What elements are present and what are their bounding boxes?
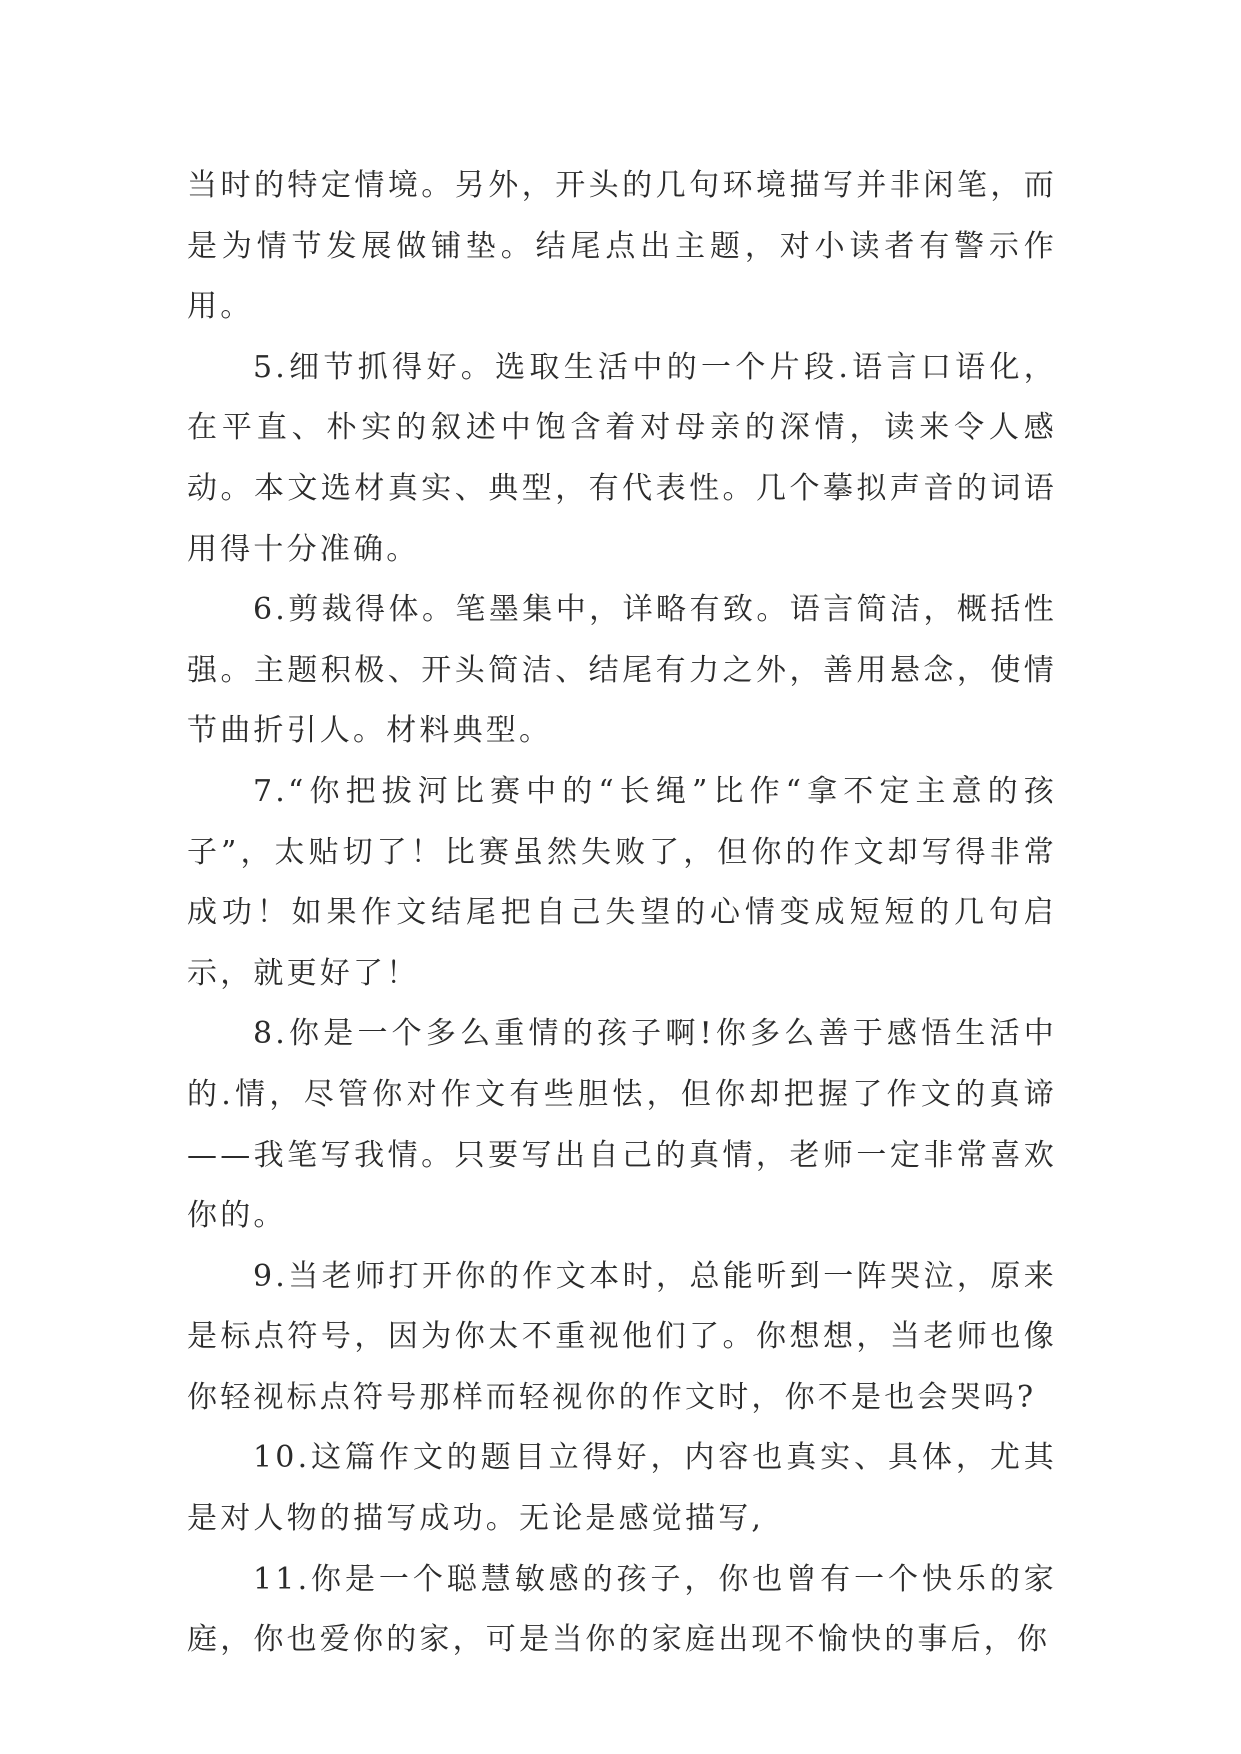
paragraph-comment-11: 11.你是一个聪慧敏感的孩子，你也曾有一个快乐的家庭，你也爱你的家，可是当你的家庭出现不愉快的事后，你 (187, 1561, 1057, 1658)
paragraph-comment-5: 5.细节抓得好。选取生活中的一个片段.语言口语化，在平直、朴实的叙述中饱含着对母亲的深情，读来令人感动。本文选材真实、典型，有代表性。几个摹拟声音的词语用得十分准确。 (187, 349, 1057, 567)
document-body (187, 156, 1057, 1671)
paragraph-comment-7: 7.“你把拔河比赛中的“长绳”比作“拿不定主意的孩子”，太贴切了！比赛虽然失败了，但你的作文却写得非常成功！如果作文结尾把自己失望的心情变成短短的几句启示，就更好了！ (187, 773, 1057, 991)
paragraph-comment-9: 9.当老师打开你的作文本时，总能听到一阵哭泣，原来是标点符号，因为你太不重视他们了。你想想，当老师也像你轻视标点符号那样而轻视你的作文时，你不是也会哭吗? (187, 1258, 1057, 1415)
paragraph-comment-6: 6.剪裁得体。笔墨集中，详略有致。语言简洁，概括性强。主题积极、开头简洁、结尾有力之外，善用悬念，使情节曲折引人。材料典型。 (187, 592, 1057, 749)
paragraph-continuation: 当时的特定情境。另外，开头的几句环境描写并非闲笔，而是为情节发展做铺垫。结尾点出主题，对小读者有警示作用。 (187, 168, 1057, 325)
paragraph-comment-8: 8.你是一个多么重情的孩子啊!你多么善于感悟生活中的.情，尽管你对作文有些胆怯，但你却把握了作文的真谛——我笔写我情。只要写出自己的真情，老师一定非常喜欢你的。 (187, 1016, 1057, 1234)
paragraph-comment-10: 10.这篇作文的题目立得好，内容也真实、具体，尤其是对人物的描写成功。无论是感觉描写, (187, 1440, 1057, 1537)
